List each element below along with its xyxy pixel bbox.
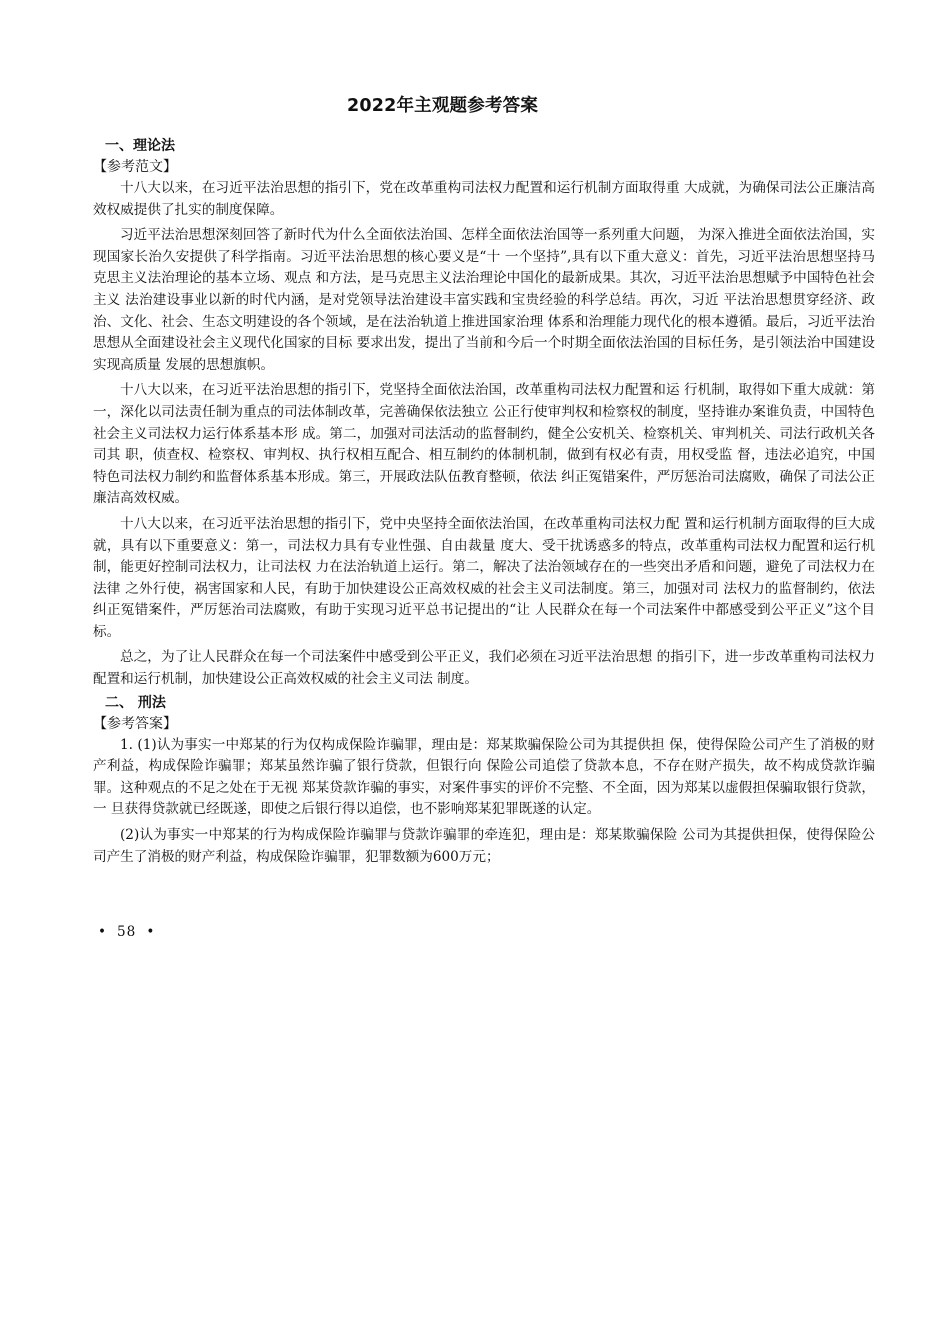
footer-bullet-right: • — [146, 924, 156, 940]
footer-bullet-left: • — [98, 924, 108, 940]
paragraph: 十八大以来，在习近平法治思想的指引下，党坚持全面依法治国，改革重构司法权力配置和运 行机制，取得如下重大成就：第一，深化以司法责任制为重点的司法体制改革，完善确保依法独立 公正行使审判权和检察权的制度，坚持谁办案谁负责，中国特色社会主义司法权力运行体系基本形 成。第二，加强对司法活动的监督制约，健全公安机关、检察机关、审判机关、司法行政机关各司其 职，侦查权、检察权、审判权、执行权相互配合、相互制约的体制机制，做到有权必有责，用权受监 督，违法必追究，中国特色司法权力制约和监督体系基本形成。第三，开展政法队伍教育整顿，依法 纠正冤错案件，严厉惩治司法腐败，确保了司法公正廉洁高效权威。 — [93, 382, 875, 507]
section-heading-criminal-law: 二、 刑法 — [105, 694, 166, 711]
paragraph: 习近平法治思想深刻回答了新时代为什么全面依法治国、怎样全面依法治国等一系列重大问题， 为深入推进全面依法治国，实现国家长治久安提供了科学指南。习近平法治思想的核心要义是“十 一个坚持”,具有以下重大意义：首先，习近平法治思想坚持马克思主义法治理论的基本立场、观点 和方法，是马克思主义法治理论中国化的最新成果。其次，习近平法治思想赋予中国特色社会主义 法治建设事业以新的时代内涵，是对党领导法治建设丰富实践和宝贵经验的科学总结。再次，习近 平法治思想贯穿经济、政治、文化、社会、生态文明建设的各个领域，是在法治轨道上推进国家治理 体系和治理能力现代化的根本遵循。最后，习近平法治思想从全面建设社会主义现代化国家的目标 要求出发，提出了当前和今后一个时期全面依法治国的目标任务，是引领法治中国建设实现高质量 发展的思想旗帜。 — [93, 227, 875, 373]
section-heading-theory-law: 一、理论法 — [105, 138, 175, 154]
paragraph: (2)认为事实一中郑某的行为构成保险诈骗罪与贷款诈骗罪的牵连犯，理由是：郑某欺骗保险 公司为其提供担保，使得保险公司产生了消极的财产利益，构成保险诈骗罪，犯罪数额为600万元； — [93, 827, 875, 865]
paragraph: 1. (1)认为事实一中郑某的行为仅构成保险诈骗罪，理由是：郑某欺骗保险公司为其提供担 保，使得保险公司产生了消极的财产利益，构成保险诈骗罪；郑某虽然诈骗了银行贷款，但银行向 保险公司追偿了贷款本息，不存在财产损失，故不构成贷款诈骗罪。这种观点的不足之处在于无视 郑某贷款诈骗的事实，对案件事实的评价不完整、不全面，因为郑某以虚假担保骗取银行贷款， 一 旦获得贷款就已经既遂，即使之后银行得以追偿，也不影响郑某犯罪既遂的认定。 — [93, 736, 875, 818]
page-footer — [88, 924, 165, 940]
document-body — [93, 136, 875, 870]
section-label-reference-answer: 【参考答案】 — [93, 715, 177, 732]
section-label-reference-essay: 【参考范文】 — [93, 159, 177, 175]
paragraph: 总之，为了让人民群众在每一个司法案件中感受到公平正义，我们必须在习近平法治思想 的指引下，进一步改革重构司法权力配置和运行机制，加快建设公正高效权威的社会主义司法 制度。 — [93, 649, 875, 688]
page-number: 58 — [117, 924, 137, 940]
paragraph: 十八大以来，在习近平法治思想的指引下，党中央坚持全面依法治国，在改革重构司法权力配 置和运行机制方面取得的巨大成就，具有以下重要意义：第一，司法权力具有专业性强、自由裁量 度大、受干扰诱惑多的特点，改革重构司法权力配置和运行机制，能更好控制司法权力，让司法权 力在法治轨道上运行。第二，解决了法治领域存在的一些突出矛盾和问题，避免了司法权力在法律 之外行使，祸害国家和人民，有助于加快建设公正高效权威的社会主义司法制度。第三，加强对司 法权力的监督制约，依法纠正冤错案件，严厉惩治司法腐败，有助于实现习近平总书记提出的“让 人民群众在每一个司法案件中都感受到公平正义”这个目标。 — [93, 515, 875, 640]
paragraph: 十八大以来，在习近平法治思想的指引下，党在改革重构司法权力配置和运行机制方面取得重 大成就，为确保司法公正廉洁高效权威提供了扎实的制度保障。 — [93, 180, 875, 218]
page-title: 2022年主观题参考答案 — [346, 96, 539, 116]
